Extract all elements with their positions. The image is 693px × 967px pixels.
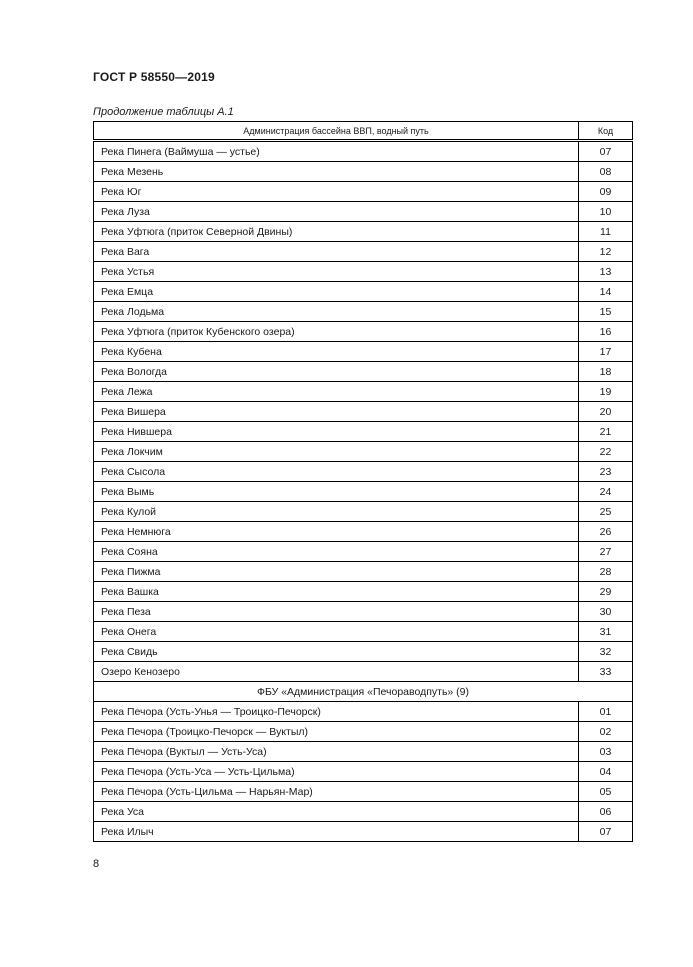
cell-waterway: Река Немнюга [94,522,579,542]
section-label: ФБУ «Администрация «Печораводпуть» (9) [94,682,633,702]
cell-code: 11 [579,222,633,242]
table-row [94,822,633,842]
cell-waterway: Река Вологда [94,362,579,382]
cell-code: 06 [579,802,633,822]
cell-code: 21 [579,422,633,442]
column-header-waterway: Администрация бассейна ВВП, водный путь [94,122,579,141]
cell-waterway: Река Свидь [94,642,579,662]
cell-code: 24 [579,482,633,502]
cell-waterway: Река Уса [94,802,579,822]
cell-waterway: Река Емца [94,282,579,302]
table-row [94,782,633,802]
cell-waterway: Река Илыч [94,822,579,842]
table-row [94,462,633,482]
table-row [94,742,633,762]
table-row [94,322,633,342]
cell-code: 31 [579,622,633,642]
table-row [94,162,633,182]
cell-code: 16 [579,322,633,342]
page-number: 8 [93,858,100,870]
table-row [94,422,633,442]
cell-code: 27 [579,542,633,562]
cell-waterway: Река Пеза [94,602,579,622]
cell-code: 19 [579,382,633,402]
cell-code: 23 [579,462,633,482]
table-row [94,622,633,642]
cell-code: 18 [579,362,633,382]
cell-waterway: Река Луза [94,202,579,222]
table-row [94,482,633,502]
cell-waterway: Река Локчим [94,442,579,462]
cell-waterway: Река Лодьма [94,302,579,322]
table-row [94,342,633,362]
cell-waterway: Река Пинега (Ваймуша — устье) [94,141,579,162]
cell-waterway: Река Юг [94,182,579,202]
cell-waterway: Река Печора (Усть-Унья — Троицко-Печорск) [94,702,579,722]
cell-waterway: Река Мезень [94,162,579,182]
cell-code: 09 [579,182,633,202]
cell-code: 03 [579,742,633,762]
table-row [94,382,633,402]
table-row [94,802,633,822]
cell-code: 32 [579,642,633,662]
doc-code: ГОСТ Р 58550—2019 [93,70,215,84]
cell-code: 01 [579,702,633,722]
cell-code: 07 [579,141,633,162]
cell-waterway: Река Кубена [94,342,579,362]
table-row [94,442,633,462]
cell-code: 28 [579,562,633,582]
cell-waterway: Река Нившера [94,422,579,442]
table-row [94,582,633,602]
section-row [94,682,633,702]
cell-waterway: Река Вашка [94,582,579,602]
cell-code: 22 [579,442,633,462]
cell-waterway: Река Печора (Усть-Цильма — Нарьян-Мар) [94,782,579,802]
cell-code: 15 [579,302,633,322]
cell-waterway: Река Устья [94,262,579,282]
cell-code: 07 [579,822,633,842]
cell-waterway: Река Уфтюга (приток Северной Двины) [94,222,579,242]
cell-waterway: Река Сысола [94,462,579,482]
table-body [94,141,633,842]
cell-waterway: Река Вишера [94,402,579,422]
header-row [94,122,633,141]
table-row [94,702,633,722]
table-row [94,402,633,422]
cell-code: 10 [579,202,633,222]
cell-code: 26 [579,522,633,542]
waterways-table [93,121,633,842]
cell-waterway: Река Вымь [94,482,579,502]
cell-waterway: Река Печора (Вуктыл — Усть-Уса) [94,742,579,762]
cell-code: 17 [579,342,633,362]
cell-waterway: Река Уфтюга (приток Кубенского озера) [94,322,579,342]
cell-code: 13 [579,262,633,282]
cell-code: 14 [579,282,633,302]
cell-code: 29 [579,582,633,602]
cell-code: 05 [579,782,633,802]
table-row [94,502,633,522]
table-row [94,242,633,262]
cell-code: 04 [579,762,633,782]
table-row [94,302,633,322]
cell-waterway: Река Пижма [94,562,579,582]
cell-code: 02 [579,722,633,742]
cell-code: 33 [579,662,633,682]
cell-waterway: Река Кулой [94,502,579,522]
table-row [94,141,633,162]
column-header-code: Код [579,122,633,141]
cell-waterway: Река Лежа [94,382,579,402]
table-row [94,182,633,202]
table-row [94,602,633,622]
cell-code: 20 [579,402,633,422]
table-row [94,642,633,662]
table-row [94,282,633,302]
table-row [94,722,633,742]
cell-code: 25 [579,502,633,522]
table-row [94,762,633,782]
cell-code: 08 [579,162,633,182]
table-row [94,362,633,382]
table-row [94,562,633,582]
table-row [94,222,633,242]
cell-waterway: Река Онега [94,622,579,642]
table-row [94,262,633,282]
cell-waterway: Озеро Кенозеро [94,662,579,682]
cell-waterway: Река Вага [94,242,579,262]
cell-waterway: Река Печора (Троицко-Печорск — Вуктыл) [94,722,579,742]
table-row [94,522,633,542]
cell-code: 30 [579,602,633,622]
cell-code: 12 [579,242,633,262]
table-header [94,122,633,141]
table-caption: Продолжение таблицы А.1 [93,106,234,118]
table-row [94,542,633,562]
table-row [94,662,633,682]
cell-waterway: Река Печора (Усть-Уса — Усть-Цильма) [94,762,579,782]
cell-waterway: Река Сояна [94,542,579,562]
table-row [94,202,633,222]
